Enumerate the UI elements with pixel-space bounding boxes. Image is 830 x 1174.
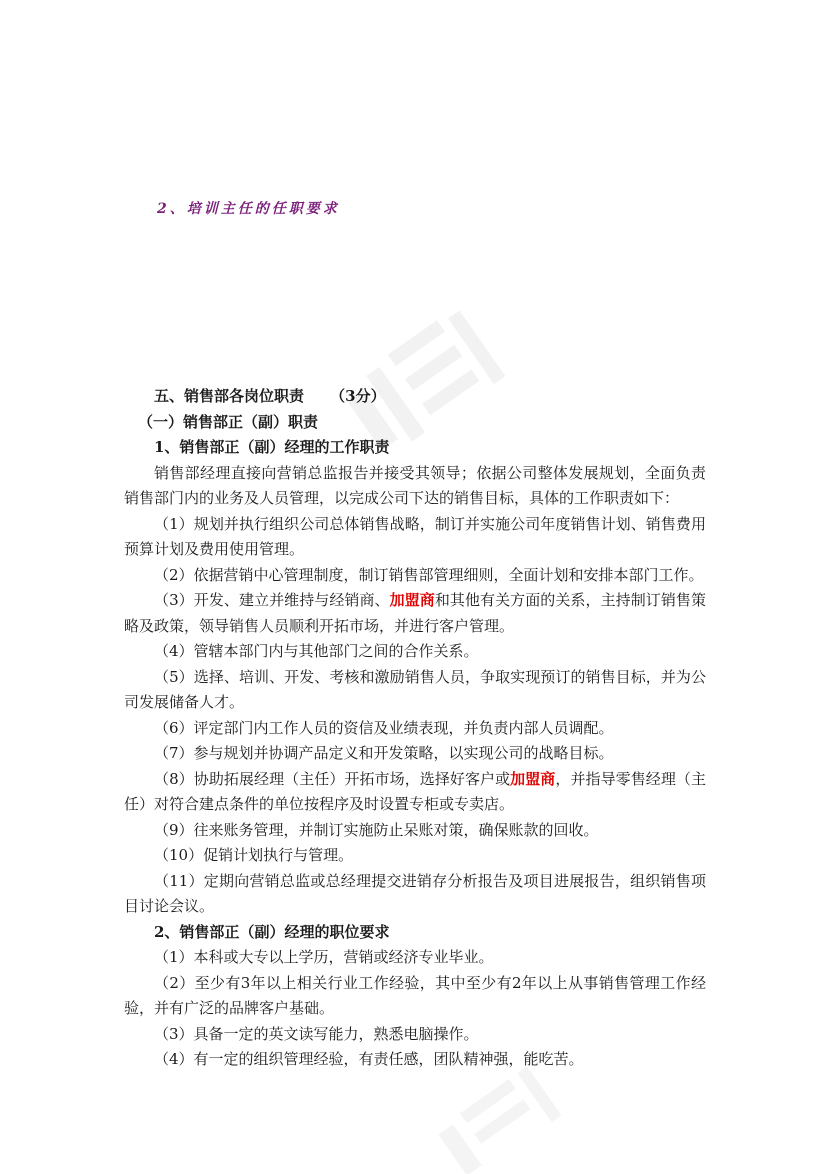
duty-3 [124, 588, 706, 639]
duty-11: （11）定期向营销总监或总经理提交进销存分析报告及项目进展报告，组织销售项目讨论会议。 [124, 871, 706, 915]
duty-8-highlight: 加盟商 [510, 769, 556, 788]
section-5-title-text: 五、销售部各岗位职责 [154, 387, 305, 405]
duty-8-text-a: （8）协助拓展经理（主任）开拓市场，选择好客户或 [154, 769, 511, 788]
duty-3-text-a: （3）开发、建立并维持与经销商、 [154, 591, 390, 609]
heading-manager-duties: 1、销售部正（副）经理的工作职责 [154, 438, 390, 456]
subsection-1-title: （一）销售部正（副）职责 [138, 412, 319, 431]
section-5-title [124, 384, 706, 410]
requirement-2: （2）至少有3年以上相关行业工作经验，其中至少有2年以上从事销售管理工作经验，并有广泛的品牌客户基础。 [124, 973, 706, 1017]
section-5-score: （3分） [330, 387, 386, 405]
duty-7: （7）参与规划并协调产品定义和开发策略，以实现公司的战略目标。 [154, 744, 614, 762]
training-director-requirements-heading: 2、培训主任的任职要求 [157, 201, 340, 217]
duty-8-text-b: ，并指导零售经理（主任）对符合建点条件的单位按程序及时设置专柜或专卖店。 [124, 769, 706, 813]
heading-manager-requirements: 2、销售部正（副）经理的职位要求 [154, 922, 390, 941]
duty-1: （1）规划并执行组织公司总体销售战略，制订并实施公司年度销售计划、销售费用预算计划及费用使用管理。 [124, 514, 706, 558]
duty-3-highlight: 加盟商 [389, 591, 435, 609]
document-body [124, 384, 706, 1073]
duty-4: （4）管辖本部门内与其他部门之间的合作关系。 [154, 642, 479, 660]
duty-6: （6）评定部门内工作人员的资信及业绩表现，并负责内部人员调配。 [154, 718, 614, 737]
duty-8 [124, 767, 706, 818]
duty-10: （10）促销计划执行与管理。 [154, 846, 354, 864]
duty-5: （5）选择、培训、开发、考核和激励销售人员，争取实现预订的销售目标，并为公司发展储备人才。 [124, 667, 706, 711]
requirement-3: （3）具备一定的英文读写能力，熟悉电脑操作。 [154, 1024, 479, 1043]
duty-3-text-b: 和其他有关方面的关系，主持制订销售策略及政策，领导销售人员顺利开拓市场，并进行客户管理。 [124, 591, 706, 635]
duty-2: （2）依据营销中心管理制度，制订销售部管理细则，全面计划和安排本部门工作。 [154, 565, 704, 584]
requirement-1: （1）本科或大专以上学历，营销或经济专业毕业。 [154, 948, 494, 966]
duty-9: （9）往来账务管理，并制订实施防止呆账对策，确保账款的回收。 [154, 820, 599, 839]
requirement-4: （4）有一定的组织管理经验，有责任感，团队精神强，能吃苦。 [154, 1050, 584, 1068]
intro-paragraph: 销售部经理直接向营销总监报告并接受其领导；依据公司整体发展规划，全面负责销售部门内的业务及人员管理，以完成公司下达的销售目标，具体的工作职责如下： [124, 463, 706, 507]
